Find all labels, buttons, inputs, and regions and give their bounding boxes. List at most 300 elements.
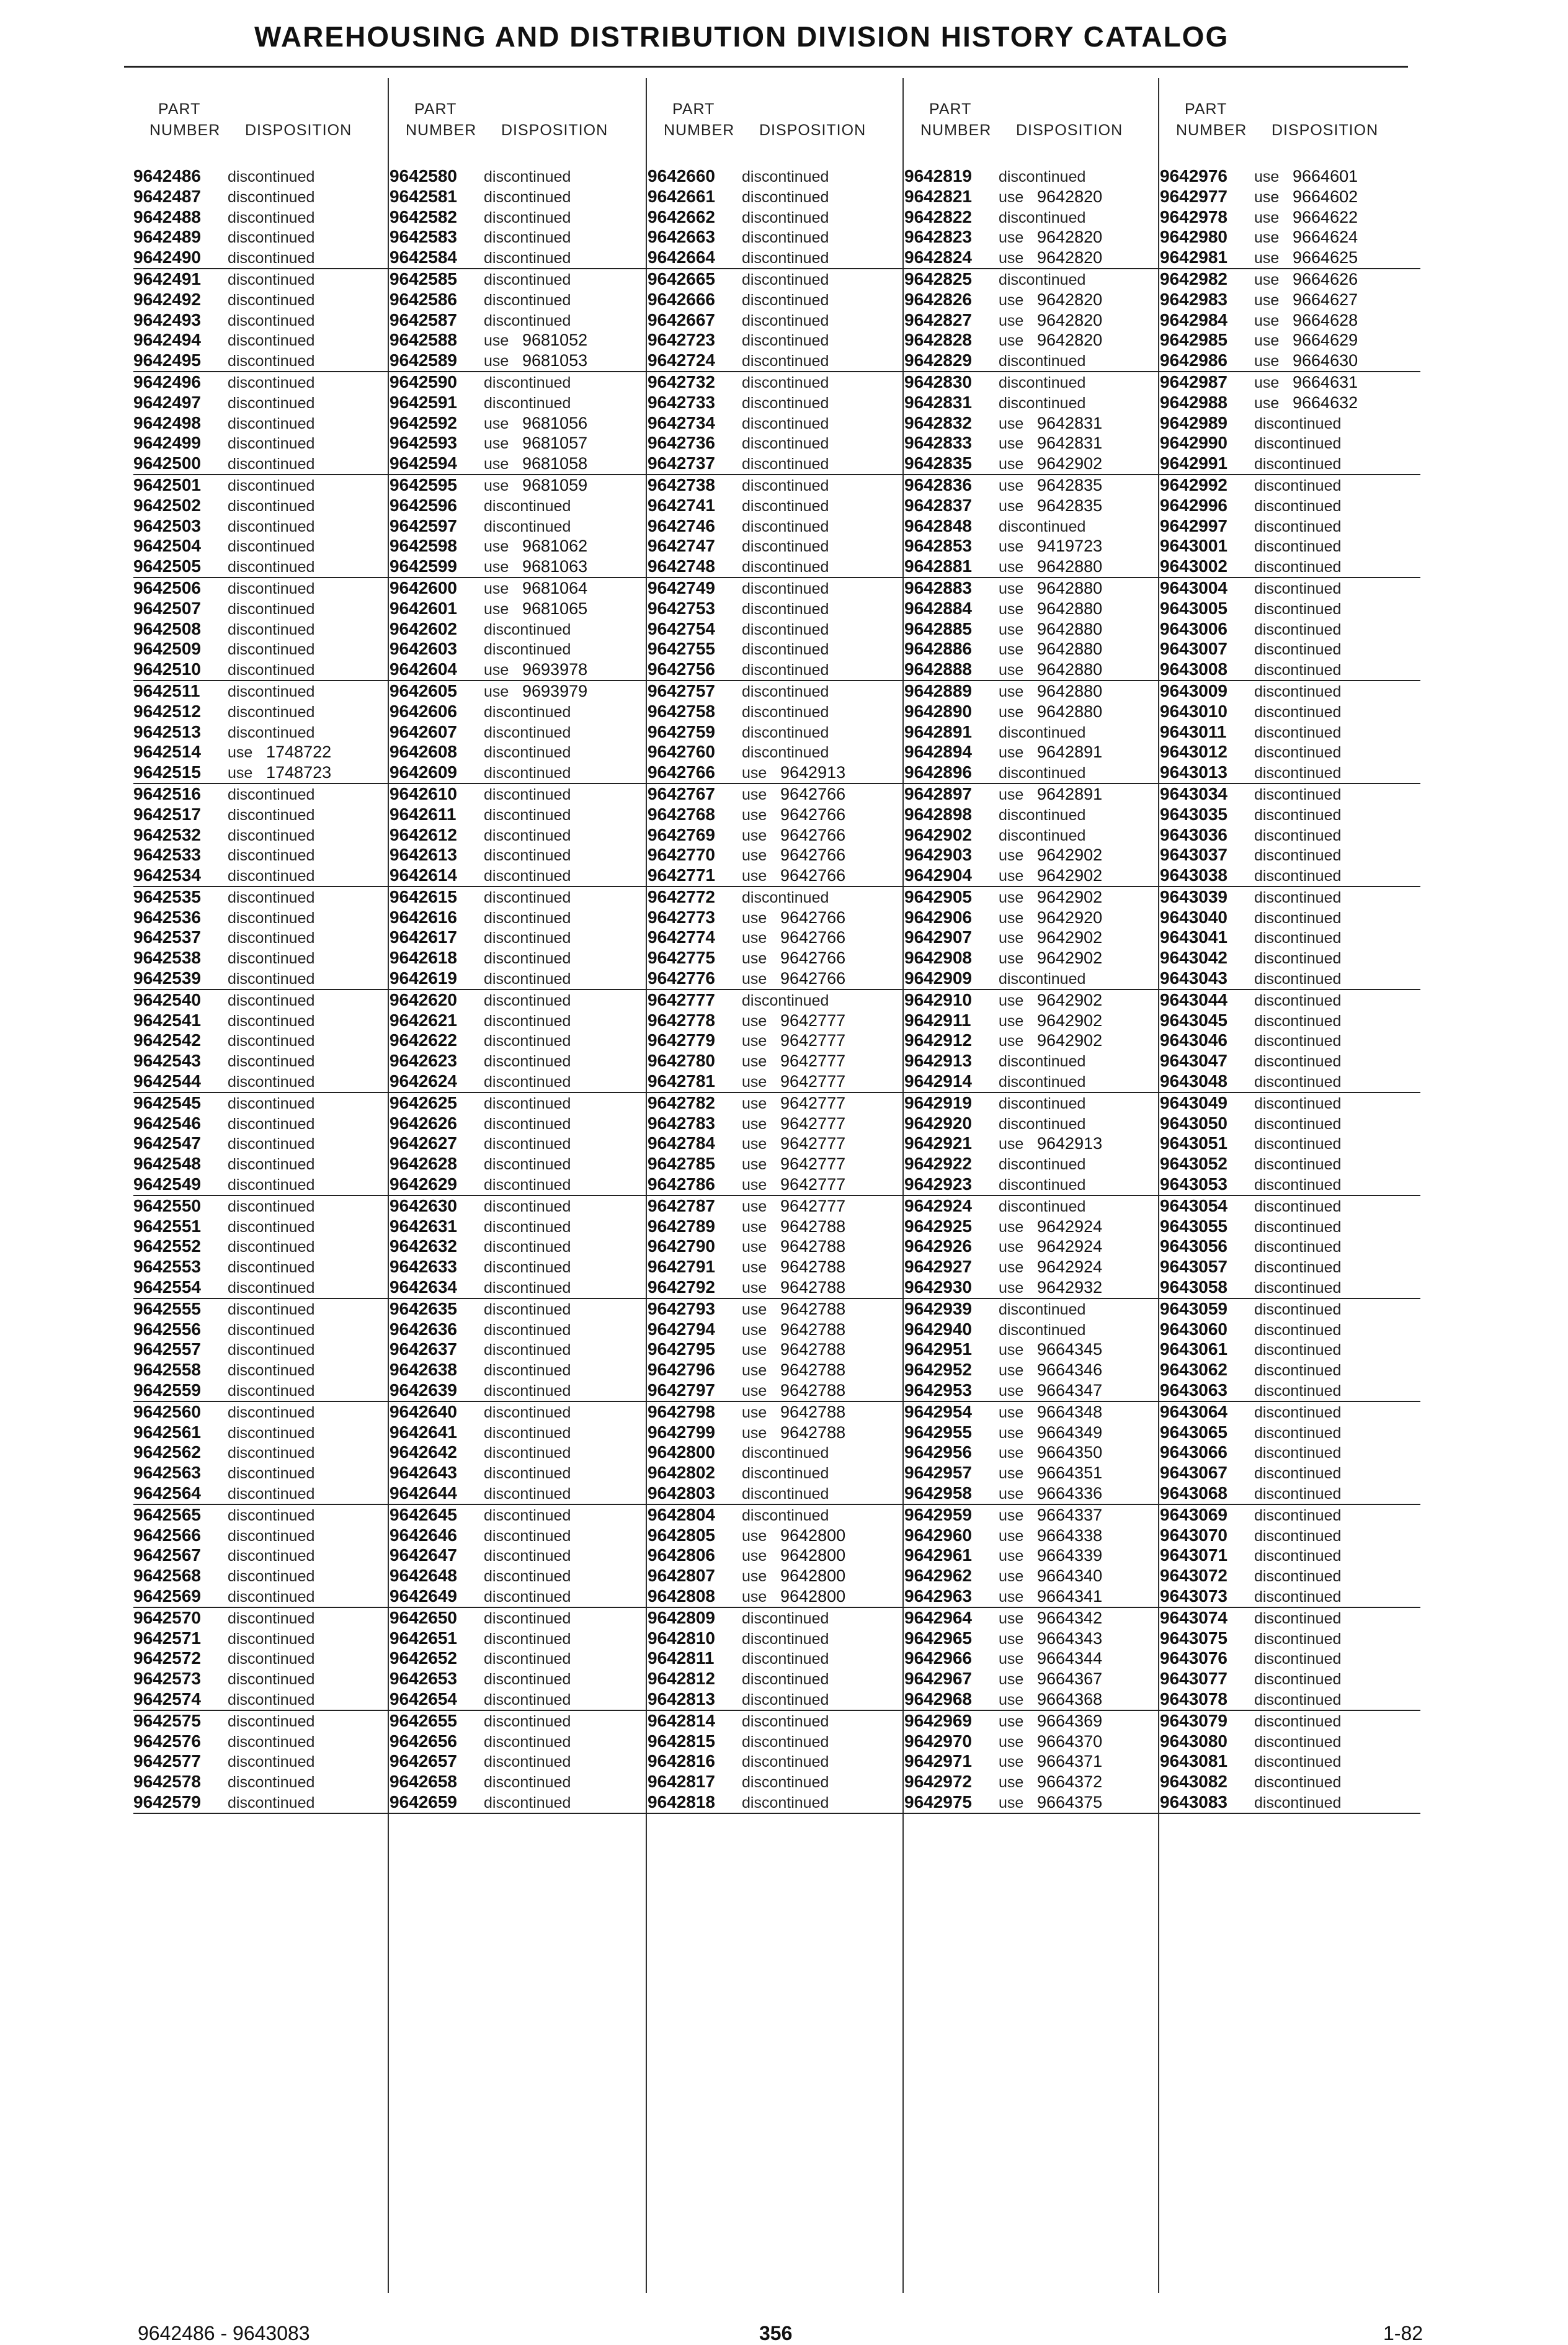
- catalog-column-4: [904, 78, 1165, 2293]
- row-group: [648, 166, 908, 269]
- row-group: [904, 578, 1165, 681]
- row-group: [133, 1402, 394, 1505]
- disposition: discontinued: [742, 1465, 829, 1483]
- part-number: 9643057: [1160, 1257, 1228, 1277]
- disposition: discontinued: [484, 1609, 571, 1627]
- disposition: discontinued: [228, 785, 315, 803]
- row-group: [133, 784, 394, 887]
- disposition: discontinued: [1254, 661, 1342, 679]
- replacement-part-number: 9664375: [1037, 1792, 1103, 1811]
- catalog-row: [648, 1360, 908, 1380]
- catalog-row: [390, 1423, 650, 1443]
- part-number: 9642510: [133, 659, 202, 679]
- disposition: discontinued: [484, 950, 571, 968]
- disposition: discontinued: [742, 332, 829, 350]
- disposition: discontinued: [228, 1630, 315, 1648]
- disposition-use: use: [999, 1527, 1024, 1545]
- disposition: discontinued: [742, 703, 829, 721]
- catalog-row: [390, 1442, 650, 1463]
- catalog-row: [904, 1463, 1165, 1483]
- catalog-row: [1160, 1608, 1420, 1628]
- part-number: 9643051: [1160, 1133, 1228, 1153]
- part-number: 9642506: [133, 578, 202, 597]
- part-number: 9642570: [133, 1607, 202, 1627]
- catalog-row: [1160, 1030, 1420, 1051]
- part-number: 9642837: [904, 495, 973, 515]
- replacement-part-number: 9642880: [1037, 619, 1103, 638]
- replacement-part-number: 9642902: [1037, 990, 1103, 1009]
- disposition: discontinued: [228, 888, 315, 906]
- part-number: 9642848: [904, 516, 973, 535]
- row-group: [133, 1505, 394, 1608]
- part-number: 9643008: [1160, 659, 1228, 679]
- part-number: 9642552: [133, 1236, 202, 1256]
- part-number: 9642781: [648, 1071, 716, 1091]
- part-number: 9642503: [133, 516, 202, 535]
- catalog-row: [390, 166, 650, 187]
- disposition-use: use: [999, 476, 1024, 494]
- disposition: discontinued: [742, 620, 829, 638]
- catalog-rows: [904, 166, 1165, 1814]
- part-number: 9643037: [1160, 845, 1228, 865]
- column-header: [648, 100, 908, 169]
- replacement-part-number: 9642891: [1037, 784, 1103, 803]
- part-number: 9642565: [133, 1504, 202, 1524]
- row-group: [133, 1608, 394, 1711]
- part-number: 9642907: [904, 927, 973, 947]
- catalog-row: [904, 1051, 1165, 1071]
- part-number: 9642785: [648, 1154, 716, 1174]
- row-group: [133, 887, 394, 990]
- part-number: 9642967: [904, 1669, 973, 1689]
- disposition: discontinued: [484, 1238, 571, 1256]
- disposition: discontinued: [1254, 1774, 1342, 1792]
- catalog-row: [390, 845, 650, 865]
- catalog-row: [904, 702, 1165, 722]
- disposition: discontinued: [999, 723, 1086, 741]
- catalog-row: [648, 1648, 908, 1669]
- disposition-use: use: [742, 1424, 767, 1442]
- part-number: 9642557: [133, 1339, 202, 1359]
- row-group: [648, 1505, 908, 1608]
- disposition: discontinued: [742, 538, 829, 556]
- disposition: discontinued: [484, 929, 571, 947]
- column-header: [390, 100, 650, 169]
- part-number: 9642766: [648, 762, 716, 782]
- row-group: [904, 1299, 1165, 1402]
- disposition: discontinued: [484, 723, 571, 741]
- disposition: discontinued: [742, 1485, 829, 1503]
- part-number: 9642547: [133, 1133, 202, 1153]
- catalog-row: [133, 1154, 394, 1174]
- replacement-part-number: 9681053: [522, 351, 588, 370]
- replacement-part-number: 9664340: [1037, 1566, 1103, 1586]
- catalog-row: [133, 1525, 394, 1546]
- disposition: discontinued: [228, 909, 315, 927]
- part-number: 9643078: [1160, 1689, 1228, 1708]
- part-number: 9642987: [1160, 372, 1228, 391]
- catalog-row: [133, 1380, 394, 1401]
- catalog-row: [133, 1093, 394, 1114]
- replacement-part-number: 9642777: [780, 1052, 846, 1071]
- catalog-row: [648, 784, 908, 805]
- part-number: 9642951: [904, 1339, 973, 1359]
- part-number: 9642769: [648, 824, 716, 844]
- part-number: 9642609: [390, 762, 458, 782]
- disposition-use: use: [742, 1115, 767, 1133]
- disposition: discontinued: [1254, 435, 1342, 453]
- replacement-part-number: 9642766: [780, 928, 846, 947]
- catalog-row: [390, 639, 650, 659]
- part-number: 9642796: [648, 1360, 716, 1380]
- part-number: 9642889: [904, 681, 973, 700]
- catalog-row: [648, 227, 908, 248]
- disposition: discontinued: [228, 1774, 315, 1792]
- part-number: 9642629: [390, 1174, 458, 1194]
- catalog-row: [133, 248, 394, 268]
- part-number: 9642919: [904, 1092, 973, 1112]
- catalog-row: [390, 475, 650, 496]
- catalog-row: [1160, 619, 1420, 640]
- catalog-row: [904, 578, 1165, 599]
- catalog-row: [648, 1299, 908, 1320]
- catalog-row: [648, 536, 908, 556]
- part-number: 9642828: [904, 330, 973, 350]
- catalog-row: [904, 330, 1165, 351]
- disposition-use: use: [742, 1568, 767, 1586]
- part-number: 9642913: [904, 1051, 973, 1071]
- disposition-use: use: [742, 826, 767, 844]
- part-number: 9643063: [1160, 1380, 1228, 1400]
- catalog-row: [904, 475, 1165, 496]
- catalog-row: [133, 1217, 394, 1237]
- disposition-use: use: [742, 1073, 767, 1091]
- catalog-row: [133, 908, 394, 928]
- part-number: 9642795: [648, 1339, 716, 1359]
- disposition: discontinued: [228, 1588, 315, 1606]
- catalog-row: [648, 1011, 908, 1031]
- disposition: discontinued: [742, 1630, 829, 1648]
- part-number: 9642803: [648, 1483, 716, 1503]
- disposition-use: use: [999, 1238, 1024, 1256]
- part-number: 9643060: [1160, 1319, 1228, 1339]
- part-number: 9642607: [390, 721, 458, 741]
- row-group: [390, 166, 650, 269]
- replacement-part-number: 9664350: [1037, 1443, 1103, 1462]
- replacement-part-number: 9664625: [1293, 248, 1358, 267]
- part-number: 9642768: [648, 804, 716, 824]
- catalog-row: [390, 1792, 650, 1813]
- catalog-row: [390, 187, 650, 207]
- part-number: 9642908: [904, 948, 973, 968]
- disposition-use: use: [999, 1465, 1024, 1483]
- disposition: discontinued: [484, 1321, 571, 1339]
- part-number: 9642489: [133, 227, 202, 247]
- catalog-row: [648, 722, 908, 743]
- part-number: 9642602: [390, 619, 458, 638]
- disposition: discontinued: [999, 394, 1086, 412]
- part-number: 9642631: [390, 1216, 458, 1236]
- part-number: 9642498: [133, 413, 202, 432]
- catalog-row: [133, 1731, 394, 1752]
- catalog-row: [904, 865, 1165, 886]
- disposition: discontinued: [999, 764, 1086, 782]
- replacement-part-number: 9642777: [780, 1093, 846, 1112]
- replacement-part-number: 9642913: [1037, 1134, 1103, 1153]
- disposition: discontinued: [484, 641, 571, 659]
- disposition-use: use: [999, 188, 1024, 206]
- disposition-use: use: [1254, 373, 1280, 391]
- disposition-use: use: [999, 332, 1024, 350]
- disposition: discontinued: [228, 1733, 315, 1751]
- disposition: discontinued: [1254, 991, 1342, 1009]
- disposition: discontinued: [484, 229, 571, 247]
- disposition-use: use: [999, 1568, 1024, 1586]
- header-number: NUMBER: [149, 122, 221, 139]
- catalog-row: [648, 681, 908, 702]
- row-group: [1160, 1196, 1420, 1299]
- disposition-use: use: [999, 1012, 1024, 1030]
- disposition: discontinued: [1254, 1568, 1342, 1586]
- disposition: discontinued: [228, 1073, 315, 1091]
- part-number: 9643049: [1160, 1092, 1228, 1112]
- replacement-part-number: 9664370: [1037, 1731, 1103, 1751]
- catalog-row: [133, 1751, 394, 1772]
- disposition: discontinued: [228, 579, 315, 597]
- disposition: discontinued: [742, 1671, 829, 1689]
- part-number: 9642617: [390, 927, 458, 947]
- part-number: 9642619: [390, 968, 458, 988]
- row-group: [133, 475, 394, 578]
- part-number: 9642972: [904, 1772, 973, 1792]
- disposition-use: use: [999, 1630, 1024, 1648]
- part-number: 9642584: [390, 248, 458, 267]
- catalog-row: [1160, 372, 1420, 393]
- disposition: discontinued: [1254, 476, 1342, 494]
- part-number: 9642980: [1160, 227, 1228, 247]
- part-number: 9643073: [1160, 1586, 1228, 1606]
- part-number: 9642620: [390, 989, 458, 1009]
- row-group: [1160, 166, 1420, 269]
- disposition-use: use: [999, 909, 1024, 927]
- disposition-use: use: [742, 847, 767, 865]
- catalog-row: [904, 1731, 1165, 1752]
- part-number: 9642514: [133, 742, 202, 762]
- part-number: 9642605: [390, 681, 458, 700]
- disposition: discontinued: [228, 1156, 315, 1174]
- catalog-rows: [133, 166, 394, 1814]
- part-number: 9642964: [904, 1607, 973, 1627]
- part-number: 9642905: [904, 887, 973, 906]
- catalog-row: [390, 393, 650, 413]
- catalog-row: [904, 1030, 1165, 1051]
- catalog-row: [1160, 1257, 1420, 1277]
- disposition: discontinued: [484, 1753, 571, 1771]
- part-number: 9642926: [904, 1236, 973, 1256]
- disposition: discontinued: [484, 1176, 571, 1194]
- catalog-row: [904, 639, 1165, 659]
- replacement-part-number: 9642835: [1037, 475, 1103, 494]
- part-number: 9642982: [1160, 269, 1228, 288]
- catalog-row: [648, 1030, 908, 1051]
- disposition: discontinued: [1254, 1527, 1342, 1545]
- part-number: 9642560: [133, 1401, 202, 1421]
- catalog-row: [1160, 1174, 1420, 1195]
- replacement-part-number: 9642913: [780, 763, 846, 782]
- header-number: NUMBER: [664, 122, 735, 139]
- catalog-rows: [1160, 166, 1420, 1814]
- part-number: 9642990: [1160, 433, 1228, 453]
- catalog-row: [390, 1217, 650, 1237]
- disposition: discontinued: [228, 806, 315, 824]
- catalog-row: [648, 742, 908, 762]
- replacement-part-number: 9642788: [780, 1423, 846, 1442]
- part-number: 9642758: [648, 701, 716, 721]
- part-number: 9642618: [390, 948, 458, 968]
- disposition: discontinued: [742, 1753, 829, 1771]
- part-number: 9642505: [133, 556, 202, 576]
- disposition: discontinued: [228, 723, 315, 741]
- part-number: 9642599: [390, 556, 458, 576]
- row-group: [904, 887, 1165, 990]
- catalog-row: [904, 1423, 1165, 1443]
- part-number: 9642970: [904, 1731, 973, 1751]
- part-number: 9642911: [904, 1010, 971, 1030]
- part-number: 9642959: [904, 1504, 973, 1524]
- catalog-row: [133, 599, 394, 619]
- disposition-use: use: [742, 764, 767, 782]
- catalog-row: [390, 1628, 650, 1649]
- catalog-row: [1160, 1051, 1420, 1071]
- disposition-use: use: [742, 785, 767, 803]
- replacement-part-number: 9664368: [1037, 1689, 1103, 1708]
- catalog-row: [904, 887, 1165, 908]
- row-group: [133, 166, 394, 269]
- disposition-use: use: [742, 1588, 767, 1606]
- catalog-row: [390, 659, 650, 680]
- disposition: discontinued: [742, 1650, 829, 1668]
- replacement-part-number: 9642932: [1037, 1278, 1103, 1297]
- catalog-row: [133, 619, 394, 640]
- row-group: [133, 1711, 394, 1814]
- disposition: discontinued: [1254, 1094, 1342, 1112]
- catalog-row: [1160, 927, 1420, 948]
- part-number: 9642826: [904, 289, 973, 309]
- disposition: discontinued: [484, 373, 571, 391]
- disposition: discontinued: [1254, 600, 1342, 618]
- catalog-row: [390, 290, 650, 310]
- row-group: [1160, 1711, 1420, 1814]
- part-number: 9642559: [133, 1380, 202, 1400]
- catalog-row: [648, 516, 908, 537]
- replacement-part-number: 9642766: [780, 866, 846, 885]
- catalog-row: [1160, 1196, 1420, 1217]
- disposition-use: use: [228, 744, 253, 762]
- catalog-row: [1160, 1689, 1420, 1710]
- disposition: discontinued: [1254, 1465, 1342, 1483]
- disposition: discontinued: [228, 1135, 315, 1153]
- catalog-row: [648, 393, 908, 413]
- disposition: discontinued: [1254, 1238, 1342, 1256]
- disposition-use: use: [742, 909, 767, 927]
- replacement-part-number: 9664348: [1037, 1402, 1103, 1421]
- part-number: 9642821: [904, 186, 973, 206]
- catalog-row: [133, 227, 394, 248]
- row-group: [904, 1505, 1165, 1608]
- disposition-use: use: [742, 970, 767, 988]
- catalog-row: [1160, 1711, 1420, 1731]
- disposition-use: use: [1254, 394, 1280, 412]
- disposition-use: use: [742, 806, 767, 824]
- catalog-row: [1160, 1114, 1420, 1134]
- row-group: [1160, 1505, 1420, 1608]
- part-number: 9642734: [648, 413, 716, 432]
- header-part: PART: [414, 100, 457, 118]
- disposition: discontinued: [1254, 1403, 1342, 1421]
- catalog-row: [904, 1545, 1165, 1566]
- replacement-part-number: 9664343: [1037, 1628, 1103, 1648]
- header-number: NUMBER: [1176, 122, 1247, 139]
- disposition: discontinued: [228, 600, 315, 618]
- disposition: discontinued: [742, 744, 829, 762]
- disposition: discontinued: [1254, 1753, 1342, 1771]
- disposition: discontinued: [742, 270, 829, 288]
- catalog-row: [133, 310, 394, 331]
- catalog-row: [904, 742, 1165, 762]
- catalog-row: [133, 1236, 394, 1257]
- disposition: discontinued: [742, 352, 829, 370]
- disposition: discontinued: [1254, 1053, 1342, 1071]
- catalog-row: [1160, 1154, 1420, 1174]
- part-number: 9642818: [648, 1792, 716, 1811]
- catalog-row: [133, 1402, 394, 1423]
- part-number: 9642663: [648, 227, 716, 247]
- part-number: 9642737: [648, 453, 716, 473]
- disposition: discontinued: [228, 1279, 315, 1297]
- part-number: 9642975: [904, 1792, 973, 1811]
- catalog-row: [1160, 453, 1420, 474]
- catalog-row: [648, 659, 908, 680]
- part-number: 9642819: [904, 166, 973, 185]
- part-number: 9642888: [904, 659, 973, 679]
- disposition: discontinued: [742, 394, 829, 412]
- row-group: [1160, 578, 1420, 681]
- row-group: [648, 887, 908, 990]
- part-number: 9642723: [648, 330, 716, 350]
- part-number: 9643039: [1160, 887, 1228, 906]
- catalog-row: [133, 784, 394, 805]
- catalog-row: [648, 1545, 908, 1566]
- replacement-part-number: 9664628: [1293, 310, 1358, 329]
- part-number: 9642568: [133, 1566, 202, 1586]
- disposition: discontinued: [1254, 1712, 1342, 1730]
- catalog-row: [648, 1402, 908, 1423]
- part-number: 9642824: [904, 248, 973, 267]
- row-group: [390, 887, 650, 990]
- part-number: 9642601: [390, 598, 458, 618]
- catalog-row: [390, 1463, 650, 1483]
- disposition: discontinued: [228, 682, 315, 700]
- catalog-row: [648, 845, 908, 865]
- footer-date-code: 1-82: [1383, 2322, 1423, 2344]
- disposition: discontinued: [228, 826, 315, 844]
- catalog-row: [1160, 1093, 1420, 1114]
- row-group: [1160, 475, 1420, 578]
- disposition: discontinued: [228, 1547, 315, 1565]
- part-number: 9643056: [1160, 1236, 1228, 1256]
- replacement-part-number: 9664626: [1293, 269, 1358, 288]
- part-number: 9642501: [133, 475, 202, 494]
